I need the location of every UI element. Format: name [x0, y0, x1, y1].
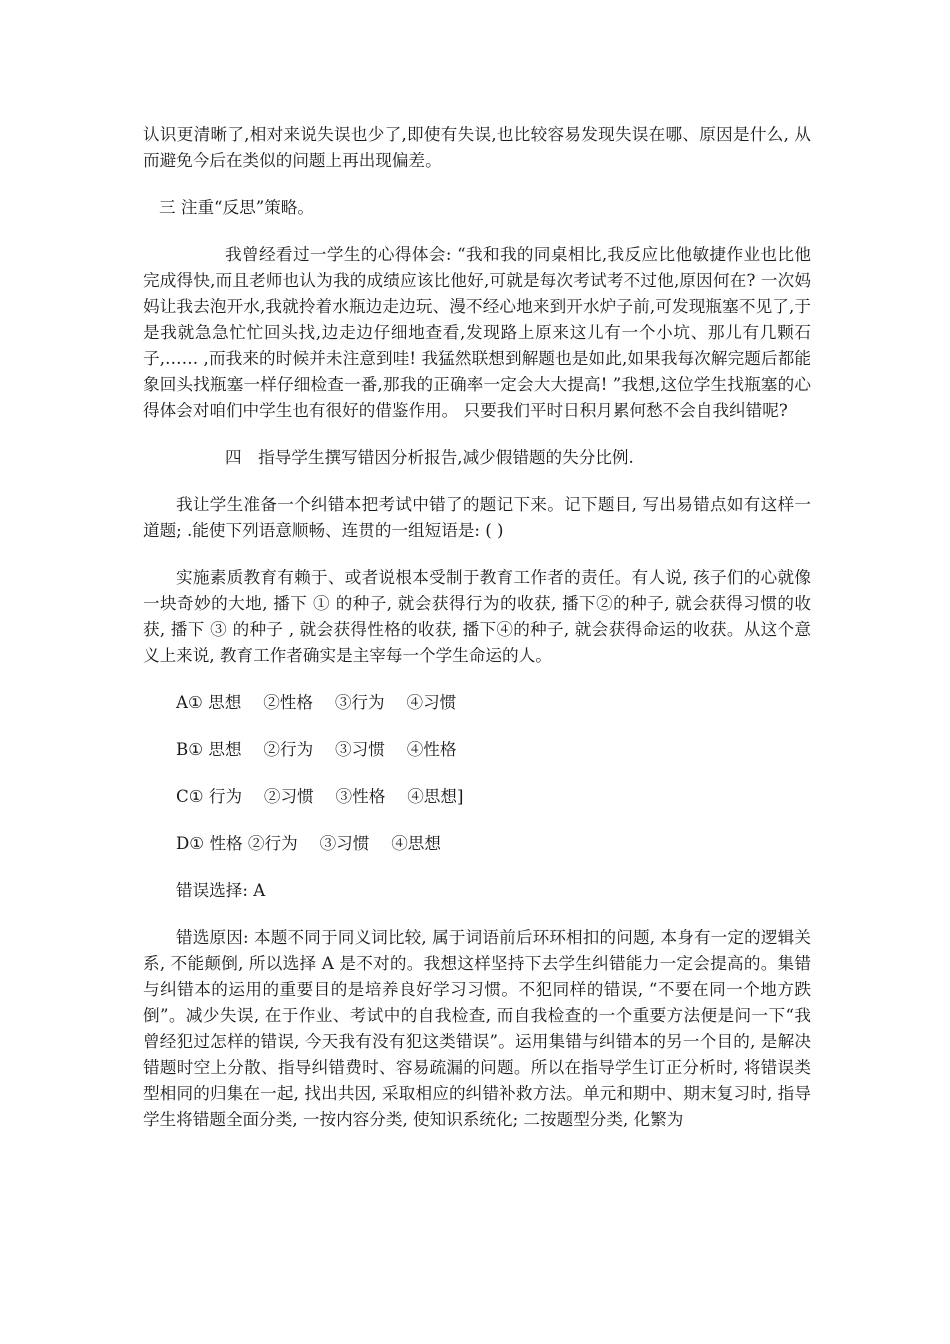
option-a: A① 思想 ②性格 ③行为 ④习惯 — [176, 693, 457, 712]
section-heading-4: 四 指导学生撰写错因分析报告,减少假错题的失分比例. — [225, 448, 634, 467]
paragraph-reason: 错选原因: 本题不同于同义词比较, 属于词语前后环环相扣的问题, 本身有一定的逻辑关系, 不能颠倒, 所以选择 A 是不对的。我想这样坚持下去学生纠错能力一定会提高的。集错与纠错本的运用的重要目的是培养良好学习习惯。不犯同样的错误, “不要在同一个地方跌倒”。减少失误, 在于作业、考试中的自我检查, 而自我检查的一个重要方法便是问一下“我曾经犯过怎样的错误, 今天我有没有犯这类错误”。运用集错与纠错本的另一个目的, 是解决错题时空上分散、指导纠错费时、容易疏漏的问题。所以在指导学生订正分析时, 将错误类型相同的归集在一起, 找出共因, 采取相应的纠错补救方法。单元和期中、期末复习时, 指导学生将错题全面分类, 一按内容分类, 使知识系统化; 二按题型分类, 化繁为 — [143, 928, 811, 1129]
paragraph-intro: 认识更清晰了,相对来说失误也少了,即使有失误,也比较容易发现失误在哪、原因是什么, 从而避免今后在类似的问题上再出现偏差。 — [143, 125, 811, 170]
paragraph-student-story: 我曾经看过一学生的心得体会: “我和我的同桌相比,我反应比他敏捷作业也比他完成得快,而且老师也认为我的成绩应该比他好,可就是每次考试考不过他,原因何在? 一次妈妈让我去泡开水,我就拎着水瓶边走边玩、漫不经心地来到开水炉子前,可发现瓶塞不见了,于是我就急急忙忙回头找,边走边仔细地查看,发现路上原来这儿有一个小坑、那儿有几颗石子,…… ,而我来的时候并未注意到哇! 我猛然联想到解题也是如此,如果我每次解完题后都能象回头找瓶塞一样仔细检查一番,那我的正确率一定会大大提高! ”我想,这位学生找瓶塞的心得体会对咱们中学生也有很好的借鉴作用。 只要我们平时日积月累何愁不会自我纠错呢? — [143, 245, 811, 420]
wrong-choice: 错误选择: A — [176, 881, 266, 900]
paragraph-question: 实施素质教育有赖于、或者说根本受制于教育工作者的责任。有人说, 孩子们的心就像一块奇妙的大地, 播下 ① 的种子, 就会获得行为的收获, 播下②的种子, 就会获得习惯的收获, 播下 ③ 的种子 , 就会获得性格的收获, 播下④的种子, 就会获得命运的收获。从这个意义上来说, 教育工作者确实是主宰每一个学生命运的人。 — [143, 568, 811, 665]
paragraph-notebook: 我让学生准备一个纠错本把考试中错了的题记下来。记下题目, 写出易错点如有这样一道题; .能使下列语意顺畅、连贯的一组短语是: ( ) — [143, 495, 811, 540]
document-page — [143, 122, 811, 1133]
option-d: D① 性格 ②行为 ③习惯 ④思想 — [176, 834, 441, 853]
option-c: C① 行为 ②习惯 ③性格 ④思想] — [176, 787, 464, 806]
option-b: B① 思想 ②行为 ③习惯 ④性格 — [176, 740, 457, 759]
section-heading-3: 三 注重“反思”策略。 — [159, 198, 314, 217]
